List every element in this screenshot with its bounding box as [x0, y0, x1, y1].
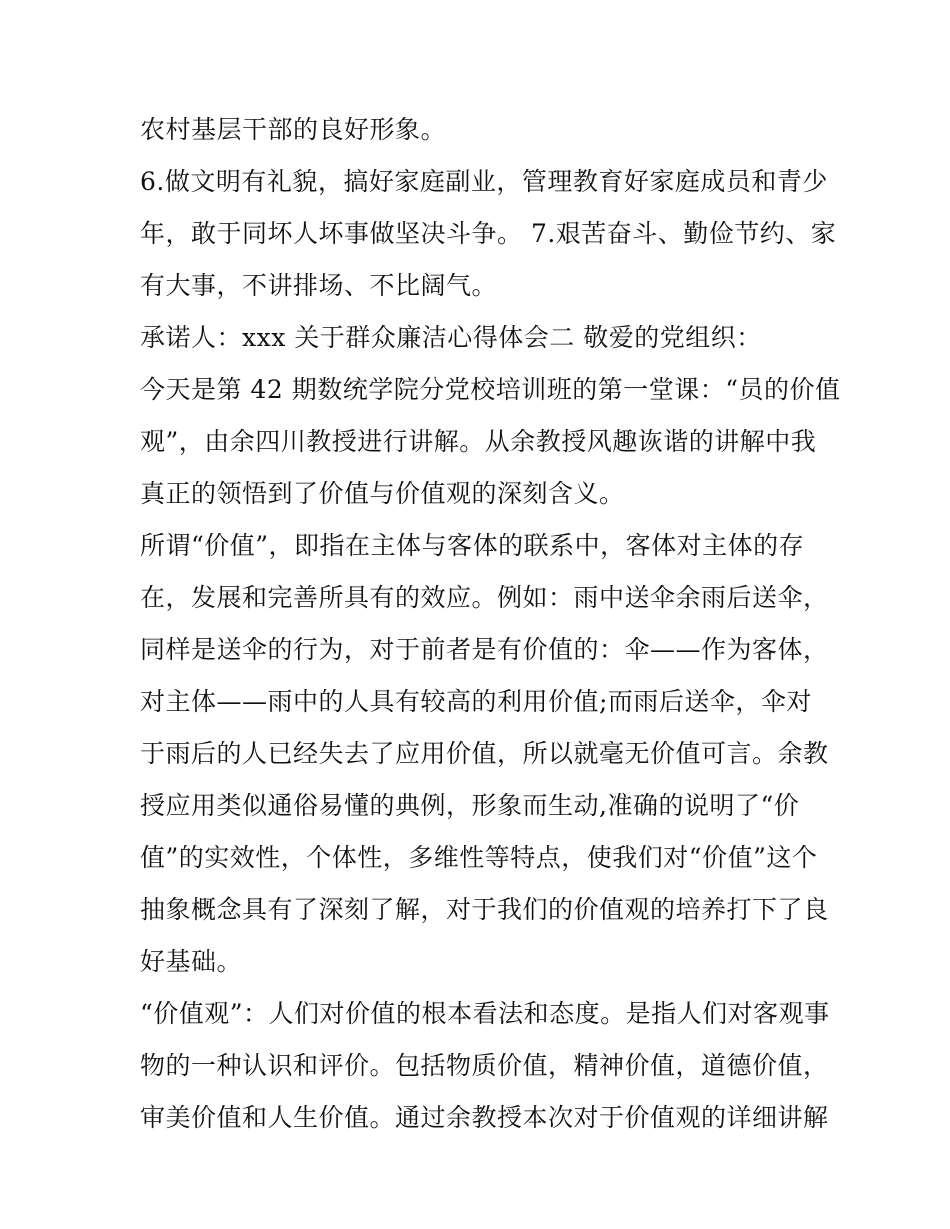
text-line: 抽象概念具有了深刻了解，对于我们的价值观的培养打下了良 — [140, 895, 829, 924]
text-line: 承诺人：xxx 关于群众廉洁心得体会二 敬爱的党组织： — [140, 323, 762, 352]
text-line: 年，敢于同坏人坏事做坚决斗争。 7.艰苦奋斗、勤俭节约、家 — [140, 219, 837, 248]
text-line: 农村基层干部的良好形象。 — [140, 115, 447, 144]
text-line: 在，发展和完善所具有的效应。例如：雨中送伞余雨后送伞， — [140, 583, 829, 612]
text-line: 今天是第 42 期数统学院分党校培训班的第一堂课：“员的价值 — [140, 375, 841, 404]
text-line: 值”的实效性，个体性，多维性等特点，使我们对“价值”这个 — [140, 843, 818, 872]
text-line: 真正的领悟到了价值与价值观的深刻含义。 — [140, 479, 625, 508]
text-line: 同样是送伞的行为，对于前者是有价值的：伞——作为客体， — [140, 635, 829, 664]
text-line: “价值观”：人们对价值的根本看法和态度。是指人们对客观事 — [140, 999, 830, 1028]
text-line: 所谓“价值”，即指在主体与客体的联系中，客体对主体的存 — [140, 531, 805, 560]
text-line: 于雨后的人已经失去了应用价值，所以就毫无价值可言。余教 — [140, 739, 829, 768]
text-line: 有大事，不讲排场、不比阔气。 — [140, 271, 498, 300]
text-line: 好基础。 — [140, 947, 243, 976]
text-line: 对主体——雨中的人具有较高的利用价值;而雨后送伞，伞对 — [140, 687, 812, 716]
text-line: 审美价值和人生价值。通过余教授本次对于价值观的详细讲解 — [140, 1103, 829, 1132]
text-line: 6.做文明有礼貌，搞好家庭副业，管理教育好家庭成员和青少 — [140, 167, 828, 196]
text-line: 授应用类似通俗易懂的典例，形象而生动,准确的说明了“价 — [140, 791, 800, 820]
text-line: 观”，由余四川教授进行讲解。从余教授风趣诙谐的讲解中我 — [140, 427, 817, 456]
text-line: 物的一种认识和评价。包括物质价值，精神价值，道德价值， — [140, 1051, 829, 1080]
